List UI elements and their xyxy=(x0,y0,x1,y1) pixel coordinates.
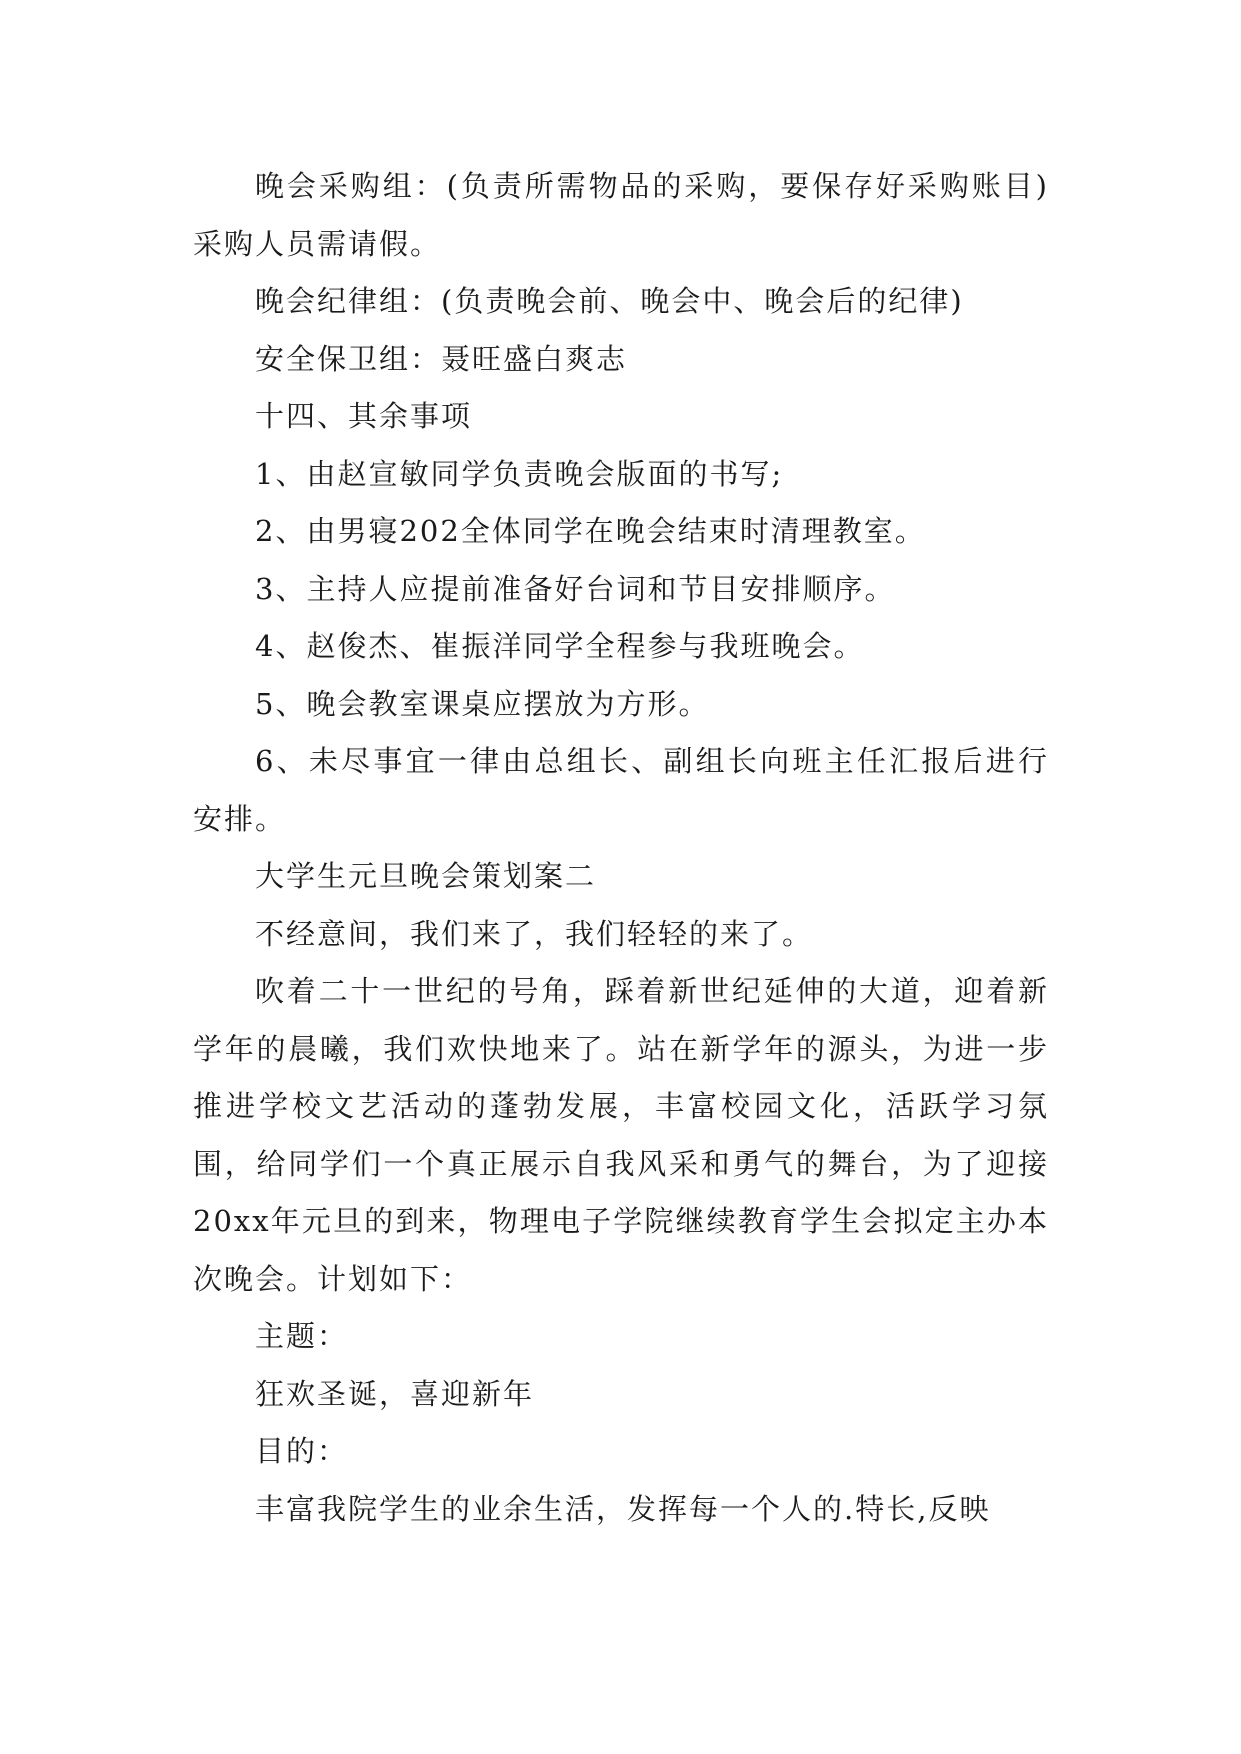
paragraph-purchasing-group: 晚会采购组：(负责所需物品的采购，要保存好采购账目)采购人员需请假。 xyxy=(193,169,1049,261)
label-theme: 主题： xyxy=(255,1319,349,1353)
label-purpose: 目的： xyxy=(255,1434,349,1468)
paragraph-theme: 狂欢圣诞，喜迎新年 xyxy=(255,1376,535,1411)
section-title-plan-two: 大学生元旦晚会策划案二 xyxy=(255,859,597,893)
section-heading-other-matters: 十四、其余事项 xyxy=(255,399,473,433)
list-item-6: 6、未尽事宜一律由总组长、副组长向班主任汇报后进行安排。 xyxy=(193,744,1049,836)
paragraph-intro: 不经意间，我们来了，我们轻轻的来了。 xyxy=(255,916,814,951)
paragraph-purpose: 丰富我院学生的业余生活，发挥每一个人的.特长,反映 xyxy=(255,1491,991,1526)
list-item-1: 1、由赵宣敏同学负责晚会版面的书写; xyxy=(255,456,784,491)
list-item-3: 3、主持人应提前准备好台词和节目安排顺序。 xyxy=(255,571,896,606)
paragraph-discipline-group: 晚会纪律组：(负责晚会前、晚会中、晚会后的纪律) xyxy=(255,284,964,318)
paragraph-background: 吹着二十一世纪的号角，踩着新世纪延伸的大道，迎着新学年的晨曦，我们欢快地来了。站在新学年的源头，为进一步推进学校文艺活动的蓬勃发展，丰富校园文化，活跃学习氛围，给同学们一个真正展示自我风采和勇气的舞台，为了迎接20xx年元旦的到来，物理电子学院继续教育学生会拟定主办本次晚会。计划如下： xyxy=(193,974,1049,1296)
list-item-2: 2、由男寝202全体同学在晚会结束时清理教室。 xyxy=(255,514,926,548)
document-body xyxy=(193,158,1049,1538)
paragraph-security-group: 安全保卫组：聂旺盛白爽志 xyxy=(255,341,628,376)
list-item-4: 4、赵俊杰、崔振洋同学全程参与我班晚会。 xyxy=(255,629,865,663)
list-item-5: 5、晚会教室课桌应摆放为方形。 xyxy=(255,686,710,721)
